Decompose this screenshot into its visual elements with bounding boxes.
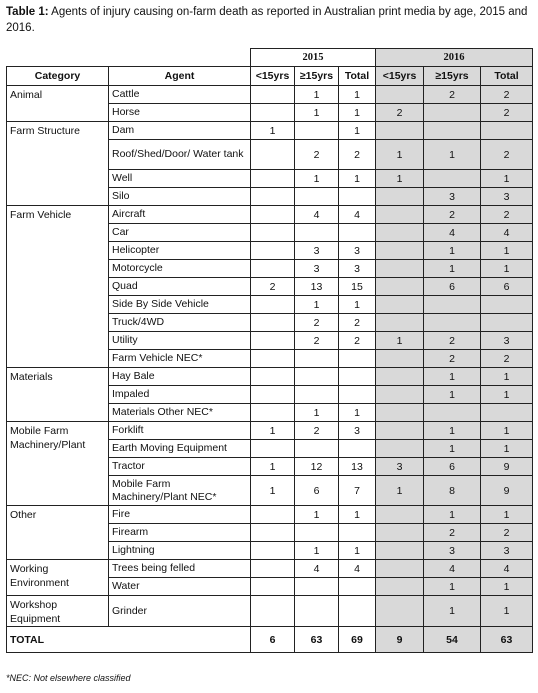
over15-2016-cell bbox=[424, 404, 481, 422]
over15-2016-cell: 4 bbox=[424, 560, 481, 578]
over15-2015-cell bbox=[295, 524, 339, 542]
agent-cell: Motorcycle bbox=[109, 260, 251, 278]
under15-2015-cell bbox=[251, 242, 295, 260]
total-2016-cell: 1 bbox=[481, 368, 533, 386]
over15-2016-cell: 6 bbox=[424, 458, 481, 476]
under15-2015-cell bbox=[251, 506, 295, 524]
over15-2016-cell: 1 bbox=[424, 386, 481, 404]
under15-2015-cell bbox=[251, 170, 295, 188]
over15-2015-cell: 1 bbox=[295, 404, 339, 422]
under15-2015-cell bbox=[251, 350, 295, 368]
over15-2015-cell: 12 bbox=[295, 458, 339, 476]
under15-2015-cell bbox=[251, 86, 295, 104]
agent-cell: Forklift bbox=[109, 422, 251, 440]
under15-2015-cell bbox=[251, 596, 295, 627]
over15-2016-cell bbox=[424, 122, 481, 140]
total-2015-cell: 1 bbox=[339, 170, 376, 188]
total-2016-cell: 6 bbox=[481, 278, 533, 296]
under15-2016-cell: 1 bbox=[376, 332, 424, 350]
under15-2016-cell bbox=[376, 422, 424, 440]
total-2016-cell: 2 bbox=[481, 524, 533, 542]
total-2015-cell: 2 bbox=[339, 332, 376, 350]
agent-cell: Truck/4WD bbox=[109, 314, 251, 332]
table-row bbox=[7, 368, 533, 386]
total-2016-cell: 1 bbox=[481, 440, 533, 458]
table-body bbox=[7, 86, 533, 653]
over15-2015-cell bbox=[295, 578, 339, 596]
over15-2015-cell bbox=[295, 386, 339, 404]
category-cell: Farm Vehicle bbox=[7, 206, 109, 368]
under15-2015-cell bbox=[251, 104, 295, 122]
category-header: Category bbox=[7, 67, 109, 86]
under15-2016-cell: 1 bbox=[376, 140, 424, 170]
under15-2015-cell bbox=[251, 386, 295, 404]
under15-2015-cell bbox=[251, 314, 295, 332]
agent-cell: Side By Side Vehicle bbox=[109, 296, 251, 314]
agent-cell: Cattle bbox=[109, 86, 251, 104]
over15-2015-cell: 2 bbox=[295, 314, 339, 332]
over15-2016-cell: 1 bbox=[424, 422, 481, 440]
total-2015-cell bbox=[339, 578, 376, 596]
under15-2016-cell bbox=[376, 578, 424, 596]
caption-text: Agents of injury causing on-farm death as reported in Australian print media by age, 2015 and 2016. bbox=[6, 6, 528, 34]
total-2016-cell: 1 bbox=[481, 422, 533, 440]
table-row bbox=[7, 122, 533, 140]
total-2015-cell: 1 bbox=[339, 122, 376, 140]
over15-2015-cell bbox=[295, 440, 339, 458]
over15-2016-cell bbox=[424, 314, 481, 332]
over15-2016-cell: 1 bbox=[424, 440, 481, 458]
under15-2016-cell: 3 bbox=[376, 458, 424, 476]
total-2016-cell: 1 bbox=[481, 578, 533, 596]
total-2015-cell: 4 bbox=[339, 206, 376, 224]
table-row bbox=[7, 506, 533, 524]
under15-2016-cell bbox=[376, 440, 424, 458]
agent-cell: Horse bbox=[109, 104, 251, 122]
over15-2015-cell bbox=[295, 122, 339, 140]
total-2015-cell: 15 bbox=[339, 278, 376, 296]
over15-2016-cell: 1 bbox=[424, 140, 481, 170]
over15-2015-cell bbox=[295, 596, 339, 627]
under15-2016-cell bbox=[376, 542, 424, 560]
over15-2016-cell: 4 bbox=[424, 224, 481, 242]
over15-2016-cell: 1 bbox=[424, 242, 481, 260]
year-2015-header: 2015 bbox=[251, 49, 376, 67]
injury-agents-table bbox=[6, 48, 533, 653]
caption-label: Table 1: bbox=[6, 6, 49, 18]
over15-2015-cell: 1 bbox=[295, 296, 339, 314]
under15-2015-cell bbox=[251, 188, 295, 206]
agent-cell: Water bbox=[109, 578, 251, 596]
agent-cell: Dam bbox=[109, 122, 251, 140]
under15-2015-cell bbox=[251, 296, 295, 314]
under15-2015-cell bbox=[251, 578, 295, 596]
total-2016-cell: 1 bbox=[481, 596, 533, 627]
over15-2015-cell: 2 bbox=[295, 332, 339, 350]
over15-2016-cell: 1 bbox=[424, 368, 481, 386]
agent-cell: Firearm bbox=[109, 524, 251, 542]
under15-2015-cell: 1 bbox=[251, 422, 295, 440]
agent-cell: Roof/Shed/Door/ Water tank bbox=[109, 140, 251, 170]
over15-2016-cell: 1 bbox=[424, 506, 481, 524]
total-2015-cell: 1 bbox=[339, 104, 376, 122]
total-2015-cell bbox=[339, 350, 376, 368]
over15-2016-cell: 1 bbox=[424, 596, 481, 627]
total-2015-cell: 3 bbox=[339, 422, 376, 440]
category-cell: Workshop Equipment bbox=[7, 596, 109, 627]
total-2015-cell: 3 bbox=[339, 260, 376, 278]
total-2016-cell: 3 bbox=[481, 542, 533, 560]
agent-cell: Tractor bbox=[109, 458, 251, 476]
total-2016-cell: 1 bbox=[481, 386, 533, 404]
over15-2015-cell bbox=[295, 188, 339, 206]
table-caption bbox=[6, 4, 532, 36]
over15-2016-cell: 3 bbox=[424, 188, 481, 206]
over15-2015-cell: 1 bbox=[295, 506, 339, 524]
under15-2015-cell bbox=[251, 404, 295, 422]
total-2015-cell: 4 bbox=[339, 560, 376, 578]
under15-2016-cell: 1 bbox=[376, 170, 424, 188]
agent-cell: Earth Moving Equipment bbox=[109, 440, 251, 458]
total-2016-cell: 2 bbox=[481, 140, 533, 170]
agent-cell: Trees being felled bbox=[109, 560, 251, 578]
over15-2015-cell: 4 bbox=[295, 560, 339, 578]
table-row bbox=[7, 422, 533, 440]
under15-2016-cell bbox=[376, 278, 424, 296]
under15-2016-header: <15yrs bbox=[376, 67, 424, 86]
total-2015-total: 69 bbox=[339, 627, 376, 653]
agent-header: Agent bbox=[109, 67, 251, 86]
under15-2016-cell bbox=[376, 314, 424, 332]
total-2015-cell bbox=[339, 596, 376, 627]
over15-2015-cell: 6 bbox=[295, 476, 339, 506]
over15-2015-cell: 3 bbox=[295, 260, 339, 278]
under15-2015-cell bbox=[251, 140, 295, 170]
under15-2016-cell bbox=[376, 242, 424, 260]
year-2016-header: 2016 bbox=[376, 49, 533, 67]
under15-2015-cell: 2 bbox=[251, 278, 295, 296]
total-2016-cell: 1 bbox=[481, 170, 533, 188]
under15-2016-cell bbox=[376, 524, 424, 542]
total-2015-cell: 1 bbox=[339, 404, 376, 422]
category-cell: Farm Structure bbox=[7, 122, 109, 206]
under15-2016-cell bbox=[376, 404, 424, 422]
under15-2016-cell: 1 bbox=[376, 476, 424, 506]
category-cell: Materials bbox=[7, 368, 109, 422]
total-2016-cell bbox=[481, 314, 533, 332]
under15-2015-header: <15yrs bbox=[251, 67, 295, 86]
under15-2016-total: 9 bbox=[376, 627, 424, 653]
total-2015-cell: 3 bbox=[339, 242, 376, 260]
under15-2015-cell bbox=[251, 260, 295, 278]
total-2016-cell: 3 bbox=[481, 188, 533, 206]
total-2016-cell bbox=[481, 122, 533, 140]
under15-2016-cell bbox=[376, 596, 424, 627]
under15-2015-cell bbox=[251, 524, 295, 542]
total-2015-cell: 1 bbox=[339, 506, 376, 524]
under15-2015-total: 6 bbox=[251, 627, 295, 653]
table-row bbox=[7, 86, 533, 104]
under15-2015-cell: 1 bbox=[251, 122, 295, 140]
total-label: TOTAL bbox=[7, 627, 251, 653]
under15-2015-cell bbox=[251, 332, 295, 350]
table-row bbox=[7, 206, 533, 224]
table-row bbox=[7, 596, 533, 627]
agent-cell: Mobile Farm Machinery/Plant NEC* bbox=[109, 476, 251, 506]
category-cell: Animal bbox=[7, 86, 109, 122]
under15-2016-cell bbox=[376, 260, 424, 278]
total-2016-cell: 4 bbox=[481, 560, 533, 578]
total-row bbox=[7, 627, 533, 653]
total-2016-total: 63 bbox=[481, 627, 533, 653]
over15-2015-cell bbox=[295, 368, 339, 386]
under15-2015-cell bbox=[251, 206, 295, 224]
under15-2016-cell bbox=[376, 560, 424, 578]
under15-2016-cell: 2 bbox=[376, 104, 424, 122]
over15-2016-cell: 2 bbox=[424, 86, 481, 104]
agent-cell: Lightning bbox=[109, 542, 251, 560]
under15-2015-cell: 1 bbox=[251, 458, 295, 476]
over15-2015-cell: 3 bbox=[295, 242, 339, 260]
agent-cell: Silo bbox=[109, 188, 251, 206]
under15-2016-cell bbox=[376, 368, 424, 386]
over15-2016-cell: 1 bbox=[424, 578, 481, 596]
over15-2015-cell: 1 bbox=[295, 86, 339, 104]
under15-2015-cell bbox=[251, 224, 295, 242]
agent-cell: Impaled bbox=[109, 386, 251, 404]
total-2015-cell bbox=[339, 188, 376, 206]
total-2016-cell: 4 bbox=[481, 224, 533, 242]
over15-2016-cell: 2 bbox=[424, 524, 481, 542]
over15-2016-cell bbox=[424, 104, 481, 122]
total-2016-cell: 2 bbox=[481, 104, 533, 122]
total-2015-cell: 1 bbox=[339, 86, 376, 104]
under15-2016-cell bbox=[376, 206, 424, 224]
agent-cell: Well bbox=[109, 170, 251, 188]
over15-2016-cell bbox=[424, 170, 481, 188]
total-2016-cell bbox=[481, 404, 533, 422]
over15-2016-header: ≥15yrs bbox=[424, 67, 481, 86]
over15-2016-cell: 2 bbox=[424, 332, 481, 350]
under15-2015-cell bbox=[251, 560, 295, 578]
over15-2015-cell: 13 bbox=[295, 278, 339, 296]
total-2016-cell: 2 bbox=[481, 350, 533, 368]
total-2016-cell: 2 bbox=[481, 86, 533, 104]
total-2015-header: Total bbox=[339, 67, 376, 86]
total-2015-cell bbox=[339, 386, 376, 404]
table-row bbox=[7, 560, 533, 578]
over15-2015-cell: 1 bbox=[295, 104, 339, 122]
over15-2016-cell: 2 bbox=[424, 350, 481, 368]
under15-2016-cell bbox=[376, 224, 424, 242]
over15-2016-cell: 2 bbox=[424, 206, 481, 224]
category-cell: Working Environment bbox=[7, 560, 109, 596]
under15-2016-cell bbox=[376, 188, 424, 206]
under15-2015-cell bbox=[251, 542, 295, 560]
under15-2015-cell bbox=[251, 440, 295, 458]
over15-2016-total: 54 bbox=[424, 627, 481, 653]
total-2015-cell: 1 bbox=[339, 296, 376, 314]
over15-2016-cell: 6 bbox=[424, 278, 481, 296]
agent-cell: Grinder bbox=[109, 596, 251, 627]
over15-2016-cell: 8 bbox=[424, 476, 481, 506]
under15-2016-cell bbox=[376, 350, 424, 368]
agent-cell: Helicopter bbox=[109, 242, 251, 260]
total-2015-cell: 2 bbox=[339, 314, 376, 332]
total-2015-cell bbox=[339, 224, 376, 242]
total-2015-cell bbox=[339, 440, 376, 458]
agent-cell: Aircraft bbox=[109, 206, 251, 224]
total-2016-cell: 9 bbox=[481, 458, 533, 476]
over15-2015-total: 63 bbox=[295, 627, 339, 653]
over15-2016-cell: 3 bbox=[424, 542, 481, 560]
over15-2015-cell: 2 bbox=[295, 422, 339, 440]
agent-cell: Fire bbox=[109, 506, 251, 524]
total-2016-cell: 1 bbox=[481, 260, 533, 278]
total-2016-cell: 2 bbox=[481, 206, 533, 224]
total-2015-cell: 2 bbox=[339, 140, 376, 170]
footnote: *NEC: Not elsewhere classified bbox=[6, 673, 131, 683]
agent-cell: Hay Bale bbox=[109, 368, 251, 386]
total-2016-cell: 1 bbox=[481, 506, 533, 524]
over15-2015-cell: 4 bbox=[295, 206, 339, 224]
agent-cell: Quad bbox=[109, 278, 251, 296]
agent-cell: Farm Vehicle NEC* bbox=[109, 350, 251, 368]
total-2015-cell: 13 bbox=[339, 458, 376, 476]
total-2016-cell: 9 bbox=[481, 476, 533, 506]
category-cell: Mobile Farm Machinery/Plant bbox=[7, 422, 109, 506]
under15-2016-cell bbox=[376, 122, 424, 140]
over15-2015-cell: 1 bbox=[295, 170, 339, 188]
over15-2015-cell: 1 bbox=[295, 542, 339, 560]
agent-cell: Utility bbox=[109, 332, 251, 350]
total-2016-cell: 1 bbox=[481, 242, 533, 260]
over15-2015-cell: 2 bbox=[295, 140, 339, 170]
total-2015-cell: 1 bbox=[339, 542, 376, 560]
category-cell: Other bbox=[7, 506, 109, 560]
under15-2016-cell bbox=[376, 386, 424, 404]
under15-2016-cell bbox=[376, 86, 424, 104]
over15-2015-cell bbox=[295, 224, 339, 242]
agent-cell: Car bbox=[109, 224, 251, 242]
under15-2015-cell: 1 bbox=[251, 476, 295, 506]
over15-2016-cell bbox=[424, 296, 481, 314]
under15-2016-cell bbox=[376, 506, 424, 524]
total-2016-cell bbox=[481, 296, 533, 314]
total-2015-cell: 7 bbox=[339, 476, 376, 506]
under15-2016-cell bbox=[376, 296, 424, 314]
agent-cell: Materials Other NEC* bbox=[109, 404, 251, 422]
under15-2015-cell bbox=[251, 368, 295, 386]
total-2016-cell: 3 bbox=[481, 332, 533, 350]
over15-2015-cell bbox=[295, 350, 339, 368]
over15-2016-cell: 1 bbox=[424, 260, 481, 278]
total-2015-cell bbox=[339, 368, 376, 386]
over15-2015-header: ≥15yrs bbox=[295, 67, 339, 86]
total-2015-cell bbox=[339, 524, 376, 542]
total-2016-header: Total bbox=[481, 67, 533, 86]
